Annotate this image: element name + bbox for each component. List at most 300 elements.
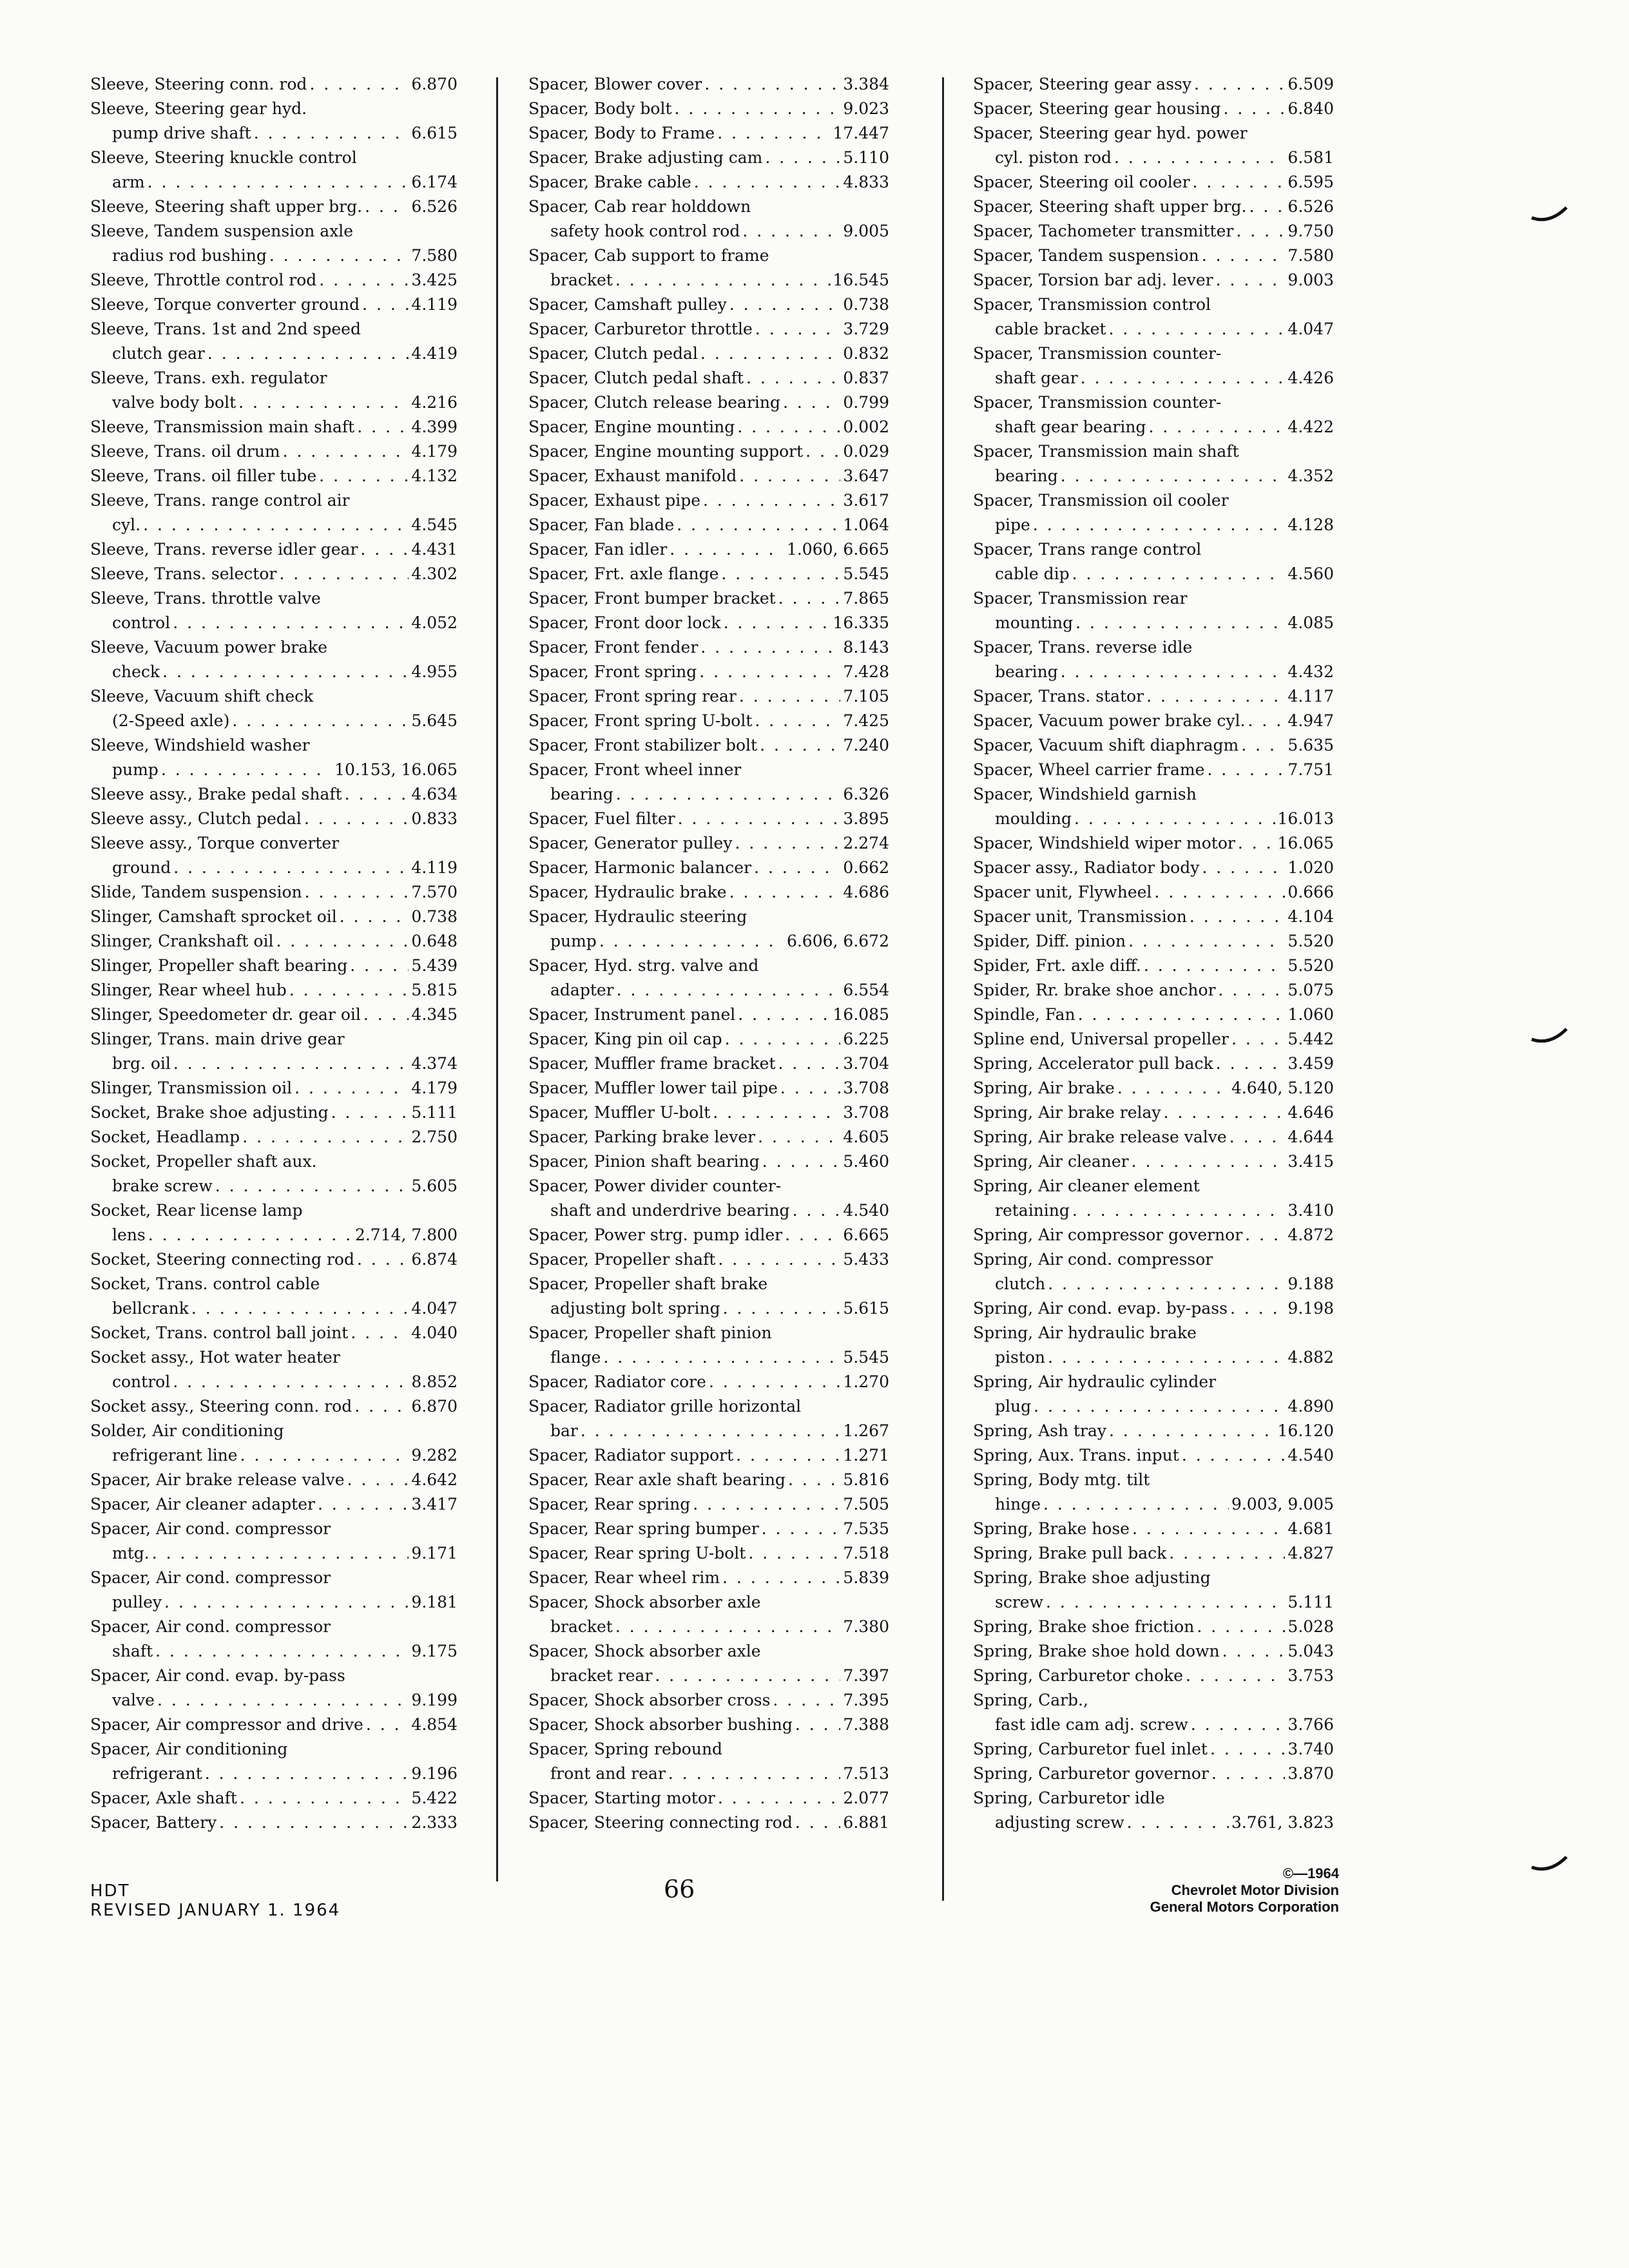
leader-dots [1072,1198,1286,1223]
leader-dots [778,586,841,611]
leader-dots [725,1027,841,1052]
entry-reference: 6.840 [1287,99,1334,118]
entry-reference: 7.425 [843,711,889,730]
entry-reference: 9.196 [411,1764,458,1783]
leader-dots [739,464,840,488]
entry-reference: 3.870 [1287,1764,1334,1783]
index-entry [90,1639,458,1664]
index-entry [90,317,458,341]
leader-dots [1154,880,1285,905]
leader-dots [1223,97,1285,121]
entry-title: piston [995,1348,1046,1367]
index-entry [528,1737,889,1762]
entry-title: Spring, Carburetor idle [973,1789,1165,1807]
index-entry [90,1174,458,1198]
entry-reference: 7.380 [843,1617,889,1636]
entry-reference: 0.666 [1287,883,1334,901]
entry-title: Spider, Rr. brake shoe anchor [973,981,1216,999]
entry-reference: 3.384 [843,75,889,93]
entry-reference: 5.110 [843,148,889,167]
index-entry [973,1762,1334,1786]
entry-title: Sleeve, Windshield washer [90,736,310,754]
entry-title: Sleeve, Trans. oil drum [90,442,280,461]
entry-title: control [112,1372,171,1391]
entry-title: Spring, Air brake relay [973,1103,1161,1122]
index-entry [528,1345,889,1370]
entry-reference: 3.617 [843,491,889,510]
leader-dots [1132,1517,1285,1541]
leader-dots [148,170,409,195]
leader-dots [1219,978,1286,1003]
entry-reference: 4.955 [411,662,458,681]
entry-reference: 0.648 [411,932,458,950]
entry-title: Slinger, Rear wheel hub [90,981,287,999]
index-entry [973,513,1334,537]
index-entry [973,562,1334,586]
index-entry [528,1443,889,1468]
index-entry [973,1688,1334,1713]
index-entry [90,1272,458,1296]
entry-title: brake screw [112,1177,213,1195]
entry-title: Sleeve, Steering gear hyd. [90,99,307,118]
entry-title: Spacer, Front stabilizer bolt [528,736,758,754]
entry-title: Spacer, Rear spring [528,1495,691,1514]
entry-title: Spring, Air cleaner element [973,1177,1200,1195]
index-entry [973,831,1334,856]
leader-dots [773,1688,840,1713]
leader-dots [1061,660,1286,684]
entry-reference: 4.560 [1287,564,1334,583]
entry-reference: 7.395 [843,1691,889,1709]
index-entry [90,464,458,488]
index-entry [528,1027,889,1052]
index-column-2 [528,72,889,1835]
entry-reference: 17.447 [833,124,889,142]
index-entry [90,660,458,684]
entry-title: Socket, Trans. control cable [90,1274,320,1293]
entry-reference: 6.225 [843,1030,889,1048]
entry-reference: 4.854 [411,1715,458,1734]
entry-title: pipe [995,515,1030,534]
leader-dots [735,831,840,856]
index-entry [528,72,889,97]
entry-title: Spacer, Steering shaft upper brg. [973,197,1247,216]
entry-title: Spacer, Front spring U-bolt [528,711,753,730]
index-entry [528,709,889,733]
entry-reference: 0.832 [843,344,889,363]
entry-reference: 9.198 [1287,1299,1334,1318]
binder-mark-icon [1530,1856,1569,1875]
leader-dots [723,1296,841,1321]
entry-reference: 4.104 [1287,907,1334,926]
entry-title: Spacer, Air cond. compressor [90,1519,331,1538]
index-entry [528,1100,889,1125]
entry-title: Spacer, Exhaust pipe [528,491,701,510]
leader-dots [1072,562,1286,586]
index-entry [528,390,889,415]
entry-reference: 16.085 [833,1005,889,1024]
entry-reference: 9.282 [411,1446,458,1465]
leader-dots [758,1125,840,1149]
entry-reference: 4.540 [1287,1446,1334,1465]
index-entry [90,1443,458,1468]
leader-dots [1075,611,1285,635]
entry-reference: 0.738 [843,295,889,314]
entry-title: Slinger, Camshaft sprocket oil [90,907,337,926]
entry-title: Socket, Trans. control ball joint [90,1323,349,1342]
leader-dots [362,293,409,317]
entry-reference: 3.417 [411,1495,458,1514]
index-entry [973,1321,1334,1345]
leader-dots [240,1443,409,1468]
entry-title: Sleeve, Throttle control rod [90,271,317,289]
entry-title: Spacer, Rear spring U-bolt [528,1544,746,1562]
index-entry [973,537,1334,562]
leader-dots [748,1541,840,1566]
leader-dots [1186,1664,1285,1688]
index-entry [973,146,1334,170]
entry-reference: 4.872 [1287,1225,1334,1244]
entry-title: plug [995,1397,1032,1416]
entry-title: Spacer, Vacuum power brake cyl. [973,711,1246,730]
entry-reference: 5.545 [843,1348,889,1367]
entry-title: Spring, Air brake release valve [973,1128,1227,1146]
entry-title: Spring, Body mtg. tilt [973,1470,1150,1489]
leader-dots [1109,317,1286,341]
index-entry [528,611,889,635]
entry-reference: 5.520 [1287,956,1334,975]
index-entry [528,1688,889,1713]
entry-title: check [112,662,160,681]
leader-dots [173,1370,409,1394]
entry-reference: 0.799 [843,393,889,412]
leader-dots [675,97,841,121]
index-entry [90,1688,458,1713]
entry-title: Spindle, Fan [973,1005,1075,1024]
leader-dots [360,537,409,562]
footer-revision: REVISED JANUARY 1. 1964 [90,1901,341,1920]
leader-dots [1048,1345,1285,1370]
leader-dots [1249,195,1285,219]
entry-reference: 6.870 [411,75,458,93]
entry-reference: 5.815 [411,981,458,999]
entry-title: Spacer, Engine mounting [528,418,735,436]
entry-reference: 9.181 [411,1593,458,1611]
entry-title: valve body bolt [112,393,236,412]
entry-title: Spacer, Body to Frame [528,124,715,142]
index-entry [90,1321,458,1345]
entry-reference: 16.545 [833,271,889,289]
entry-title: Slide, Tandem suspension [90,883,302,901]
entry-title: refrigerant [112,1764,202,1783]
leader-dots [780,1076,841,1100]
entry-reference: 1.060 [1287,1005,1334,1024]
entry-title: hinge [995,1495,1041,1514]
entry-title: Spacer, Trans. reverse idle [973,638,1193,657]
index-entry [90,586,458,611]
entry-title: Spacer, Transmission rear [973,589,1188,608]
entry-title: bearing [995,466,1058,485]
leader-dots [351,1321,409,1345]
entry-title: Spring, Air cond. compressor [973,1250,1213,1269]
entry-reference: 4.119 [411,295,458,314]
entry-reference: 4.119 [411,858,458,877]
binder-mark-icon [1530,206,1569,226]
entry-title: Spacer, Steering gear housing [973,99,1221,118]
entry-title: Spacer, Harmonic balancer [528,858,752,877]
index-entry [528,195,889,219]
index-entry [973,488,1334,513]
leader-dots [1078,1003,1286,1027]
entry-reference: 16.065 [1277,834,1334,852]
entry-reference: 3.647 [843,466,889,485]
entry-reference: 9.175 [411,1642,458,1660]
index-entry [90,1492,458,1517]
entry-title: lens [112,1225,146,1244]
index-entry [528,1517,889,1541]
entry-title: shaft gear bearing [995,418,1146,436]
index-entry [90,1149,458,1174]
entry-reference: 8.143 [843,638,889,657]
entry-title: Solder, Air conditioning [90,1421,284,1440]
entry-title: Slinger, Propeller shaft bearing [90,956,348,975]
entry-reference: 3.415 [1287,1152,1334,1171]
entry-title: Spacer, Clutch pedal shaft [528,369,744,387]
index-entry [528,880,889,905]
entry-reference: 3.761, 3.823 [1231,1813,1334,1832]
entry-title: Spring, Carburetor fuel inlet [973,1740,1208,1758]
entry-title: Spacer, Steering oil cooler [973,173,1190,191]
index-entry [528,1713,889,1737]
index-entry [528,1590,889,1615]
index-entry [528,1762,889,1786]
index-entry [528,807,889,831]
entry-reference: 16.013 [1277,809,1334,828]
leader-dots [347,1468,409,1492]
entry-title: Sleeve assy., Clutch pedal [90,809,302,828]
entry-reference: 4.374 [411,1054,458,1073]
entry-title: clutch [995,1274,1046,1293]
entry-title: bracket [550,271,613,289]
index-entry [528,317,889,341]
leader-dots [655,1664,840,1688]
entry-title: Slinger, Crankshaft oil [90,932,274,950]
entry-reference: 6.881 [843,1813,889,1832]
entry-title: Spline end, Universal propeller [973,1030,1229,1048]
index-entry [973,1811,1334,1835]
leader-dots [363,1003,409,1027]
entry-title: Spacer, Front door lock [528,613,721,632]
leader-dots [350,954,409,978]
entry-reference: 1.064 [843,515,889,534]
entry-title: bracket [550,1617,613,1636]
entry-reference: 4.833 [843,173,889,191]
entry-reference: 5.111 [1287,1593,1334,1611]
entry-title: safety hook control rod [550,222,740,240]
index-entry [528,488,889,513]
index-entry [90,1468,458,1492]
index-entry [528,293,889,317]
index-entry [973,72,1334,97]
entry-title: flange [550,1348,601,1367]
entry-reference: 4.890 [1287,1397,1334,1416]
entry-reference: 3.708 [843,1079,889,1097]
page-number: 66 [664,1875,695,1903]
leader-dots [1190,905,1286,929]
leader-dots [173,1052,409,1076]
entry-title: Spacer, King pin oil cap [528,1030,722,1048]
leader-dots [795,1713,841,1737]
entry-title: Spacer, Steering connecting rod [528,1813,793,1832]
index-entry [528,268,889,293]
leader-dots [1144,954,1286,978]
entry-reference: 4.345 [411,1005,458,1024]
entry-reference: 4.040 [411,1323,458,1342]
entry-title: Spring, Brake shoe hold down [973,1642,1220,1660]
index-entry [90,537,458,562]
index-entry [90,929,458,954]
entry-reference: 4.545 [411,515,458,534]
entry-title: Spacer, Rear wheel rim [528,1568,720,1587]
leader-dots [232,709,409,733]
entry-title: Sleeve, Torque converter ground [90,295,360,314]
entry-reference: 0.738 [411,907,458,926]
entry-reference: 16.120 [1277,1421,1334,1440]
index-entry [973,268,1334,293]
leader-dots [729,880,841,905]
leader-dots [738,1003,830,1027]
leader-dots [1202,856,1285,880]
index-entry [90,1198,458,1223]
leader-dots [762,1149,841,1174]
index-entry [973,929,1334,954]
entry-reference: 7.240 [843,736,889,754]
entry-reference: 6.870 [411,1397,458,1416]
entry-reference: 9.023 [843,99,889,118]
index-entry [90,72,458,97]
leader-dots [1128,929,1285,954]
entry-reference: 0.002 [843,418,889,436]
index-entry [973,1223,1334,1247]
leader-dots [1229,1125,1286,1149]
index-entry [973,807,1334,831]
leader-dots [693,1492,840,1517]
index-entry [528,562,889,586]
entry-title: Spacer, Air conditioning [90,1740,288,1758]
entry-reference: 3.459 [1287,1054,1334,1073]
entry-title: Spacer, Exhaust manifold [528,466,737,485]
leader-dots [1109,1419,1275,1443]
index-entry [973,1149,1334,1174]
index-entry [528,733,889,758]
index-entry [528,782,889,807]
index-entry [528,1541,889,1566]
leader-dots [1236,219,1285,244]
index-entry [973,1370,1334,1394]
entry-title: Spacer, Rear spring bumper [528,1519,759,1538]
entry-title: Spacer, Front spring rear [528,687,737,706]
index-entry [973,1590,1334,1615]
entry-title: Slinger, Speedometer dr. gear oil [90,1005,361,1024]
index-entry [90,1664,458,1688]
index-entry [90,1247,458,1272]
footer-code: HDT [90,1881,130,1901]
index-entry [528,97,889,121]
entry-reference: 9.750 [1287,222,1334,240]
index-entry [90,513,458,537]
index-entry [90,1713,458,1737]
entry-reference: 7.865 [843,589,889,608]
leader-dots [703,488,840,513]
leader-dots [1202,244,1286,268]
entry-title: Spacer, Fan blade [528,515,675,534]
index-entry [528,758,889,782]
entry-title: Spacer, Blower cover [528,75,702,93]
index-column-3 [973,72,1334,1835]
copyright-line: ©—1964 [1282,1865,1339,1881]
entry-reference: 4.085 [1287,613,1334,632]
leader-dots [718,1786,841,1811]
entry-title: Socket, Headlamp [90,1128,240,1146]
entry-reference: 6.326 [843,785,889,803]
entry-title: Spacer, Steering gear assy [973,75,1191,93]
leader-dots [793,1198,841,1223]
index-entry [528,1492,889,1517]
footer-right [1150,1865,1339,1916]
leader-dots [152,1541,409,1566]
leader-dots [340,905,409,929]
leader-dots [1248,709,1285,733]
index-entry [90,341,458,366]
entry-title: Sleeve, Steering knuckle control [90,148,357,167]
index-entry [90,1223,458,1247]
entry-title: Spring, Air brake [973,1079,1115,1097]
entry-title: Spring, Carburetor governor [973,1764,1209,1783]
entry-title: Sleeve, Steering conn. rod [90,75,307,93]
entry-reference: 4.540 [843,1201,889,1220]
entry-title: Spacer, Tandem suspension [973,246,1199,265]
index-entry [973,415,1334,439]
entry-reference: 4.179 [411,1079,458,1097]
index-entry [528,929,889,954]
entry-title: ground [112,858,171,877]
entry-title: Spacer unit, Transmission [973,907,1187,926]
entry-title: Spring, Air cleaner [973,1152,1129,1171]
leader-dots [1231,1027,1285,1052]
index-column-1 [90,72,458,1835]
index-entry [528,464,889,488]
index-entry [90,831,458,856]
entry-reference: 9.003, 9.005 [1231,1495,1334,1514]
entry-reference: 5.442 [1287,1030,1334,1048]
leader-dots [615,268,831,293]
corporation-line: General Motors Corporation [1150,1899,1339,1915]
entry-reference: 7.397 [843,1666,889,1685]
entry-title: fast idle cam adj. screw [995,1715,1188,1734]
entry-reference: 4.426 [1287,369,1334,387]
entry-reference: 4.047 [1287,320,1334,338]
footer-left [90,1881,340,1920]
entry-title: Spacer, Front spring [528,662,697,681]
leader-dots [739,684,841,709]
index-entry [973,195,1334,219]
index-entry [973,586,1334,611]
index-entry [973,1296,1334,1321]
entry-title: Sleeve, Steering shaft upper brg. [90,197,363,216]
leader-dots [718,1247,840,1272]
entry-reference: 4.179 [411,442,458,461]
leader-dots [164,1590,409,1615]
